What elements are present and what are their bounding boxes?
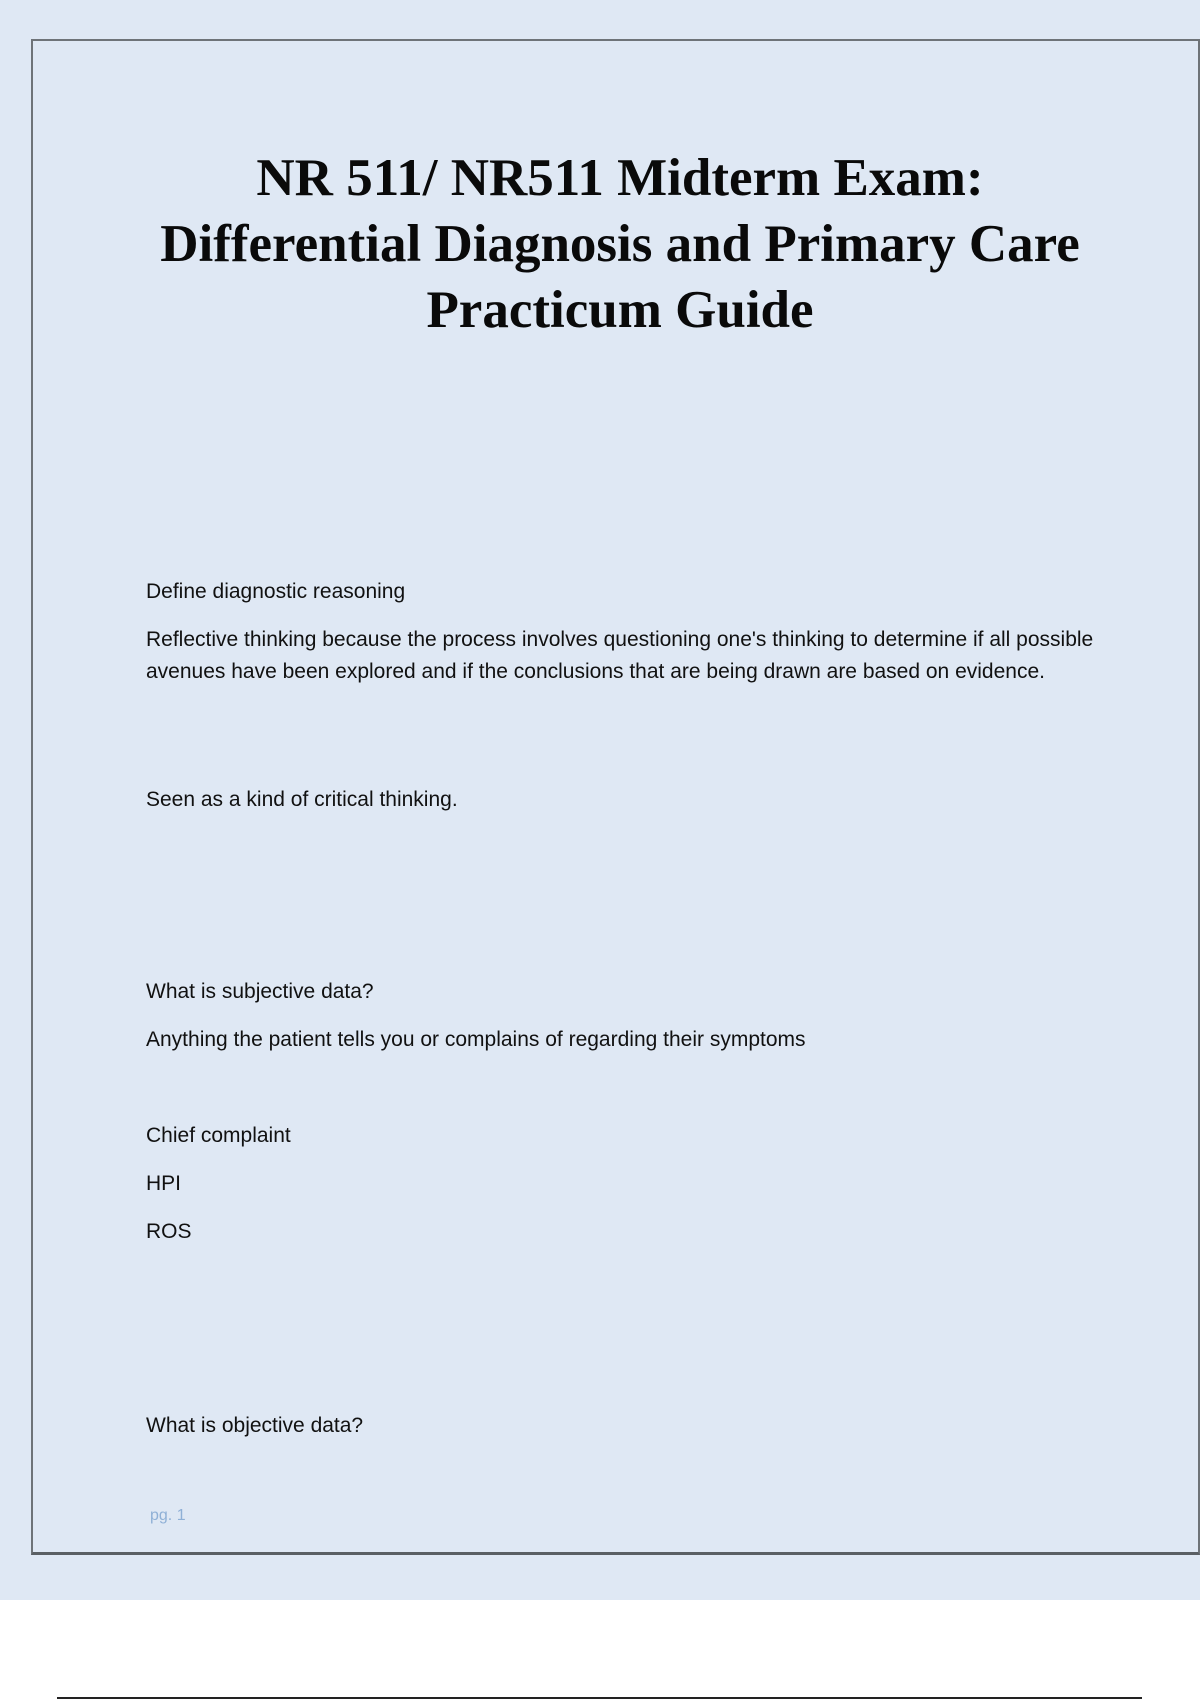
title-line-1: NR 511/ NR511 Midterm Exam: — [256, 149, 984, 207]
item-hpi: HPI — [146, 1172, 182, 1195]
question-objective-data: What is objective data? — [146, 1414, 364, 1437]
question-diagnostic-reasoning: Define diagnostic reasoning — [146, 580, 406, 603]
answer-diagnostic-reasoning: Reflective thinking because the process involves questioning one's thinking to determine if all possible avenues have been explored and if the conclusions that are being drawn are based on evidence. — [146, 628, 1094, 683]
bottom-divider — [57, 1697, 1142, 1699]
title-line-2: Differential Diagnosis and Primary Care — [160, 215, 1080, 273]
title-line-3: Practicum Guide — [426, 281, 814, 339]
page-number: pg. 1 — [150, 1507, 186, 1524]
item-chief-complaint: Chief complaint — [146, 1124, 291, 1147]
item-ros: ROS — [146, 1220, 192, 1243]
question-subjective-data: What is subjective data? — [146, 980, 374, 1003]
answer-subjective-data: Anything the patient tells you or complains of regarding their symptoms — [146, 1028, 806, 1051]
document-title — [60, 145, 1180, 343]
note-critical-thinking: Seen as a kind of critical thinking. — [146, 788, 458, 811]
